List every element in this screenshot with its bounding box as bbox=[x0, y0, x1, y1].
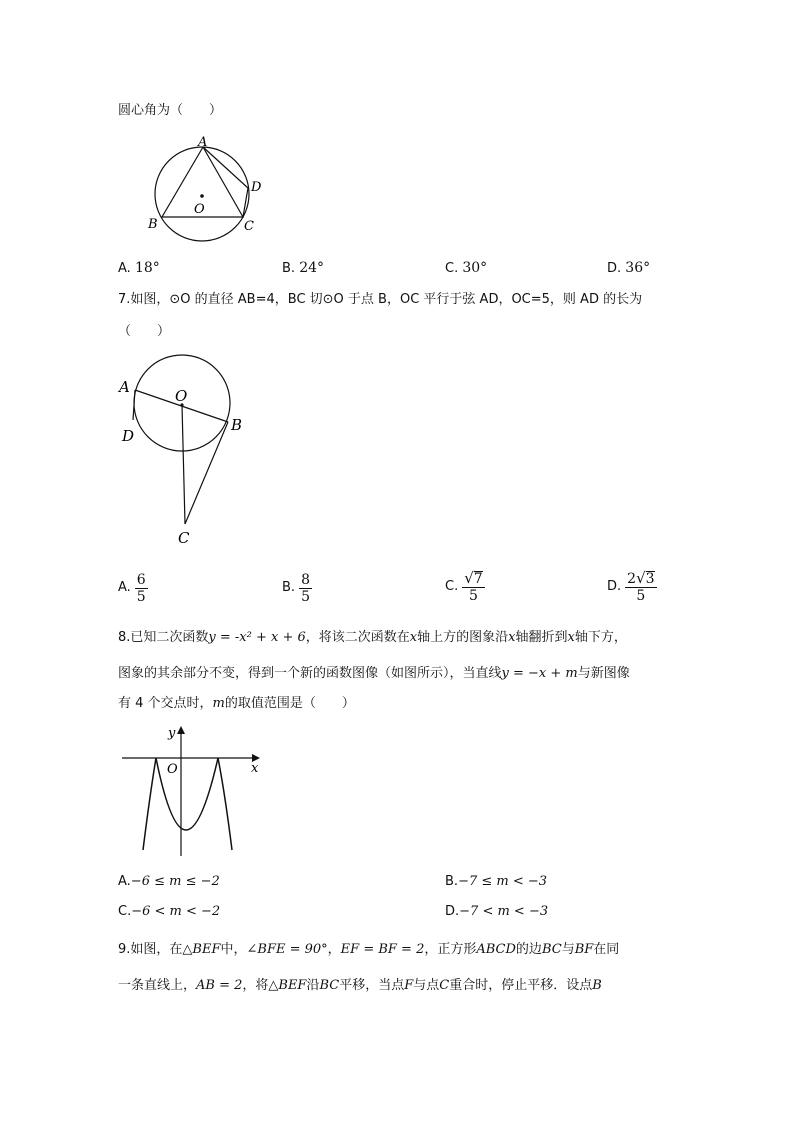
q8-curve-left-arm bbox=[143, 758, 156, 850]
q6-label-a: A bbox=[198, 135, 208, 150]
q7-option-b[interactable]: B. $\frac{8}{5}$ bbox=[282, 571, 310, 605]
q6-option-a[interactable]: A. 18° bbox=[118, 260, 160, 276]
q8-label-x: x bbox=[251, 761, 259, 776]
q6-center-dot bbox=[200, 194, 204, 198]
q6-label-b: B bbox=[148, 217, 158, 232]
q7-tangent-bc bbox=[185, 422, 228, 524]
q7-label-b: B bbox=[231, 416, 243, 434]
q8-curve-folded-part bbox=[156, 758, 218, 830]
q6-option-b[interactable]: B. 24° bbox=[282, 260, 325, 276]
q8-stem-line3: 有 4 个交点时，m的取值范围是（ ） bbox=[118, 696, 355, 711]
q8-option-a[interactable]: A.−6 ≤ m ≤ −2 bbox=[118, 874, 220, 889]
q7-figure bbox=[115, 348, 255, 553]
q7-option-a[interactable]: A. $\frac{6}{5}$ bbox=[118, 571, 146, 605]
q8-option-b[interactable]: B.−7 ≤ m < −3 bbox=[445, 874, 548, 889]
q8-option-c[interactable]: C.−6 < m < −2 bbox=[118, 904, 221, 919]
q7-label-a: A bbox=[119, 378, 130, 396]
q6-option-d[interactable]: D. 36° bbox=[607, 260, 651, 276]
q6-lines-ad-dc bbox=[203, 147, 248, 217]
q6-stem-tail: 圆心角为（ ） bbox=[118, 103, 223, 118]
q8-figure bbox=[118, 722, 268, 862]
q7-option-d[interactable]: D. 2 √ 3 5 bbox=[607, 568, 655, 604]
q9-stem-line1: 9.如图，在△BEF中，∠BFE = 90°，EF = BF = 2，正方形ABCD的边BC与BF在同 bbox=[118, 942, 620, 957]
q6-label-o: O bbox=[194, 202, 205, 217]
q8-option-d[interactable]: D.−7 < m < −3 bbox=[445, 904, 549, 919]
q7-label-c: C bbox=[178, 529, 190, 547]
q6-circle bbox=[155, 147, 249, 241]
q8-curve-right-arm bbox=[218, 758, 232, 850]
q9-stem-line2: 一条直线上，AB = 2，将△BEF沿BC平移，当点F与点C重合时，停止平移．设点B bbox=[118, 978, 602, 993]
q7-stem-line1: 7.如图，⊙O 的直径 AB=4，BC 切⊙O 于点 B，OC 平行于弦 AD，OC=5，则 AD 的长为 bbox=[118, 292, 643, 307]
q6-figure bbox=[140, 132, 270, 252]
q7-stem-line2: （ ） bbox=[118, 324, 171, 339]
q7-label-o: O bbox=[175, 387, 188, 405]
q8-label-o: O bbox=[167, 762, 178, 777]
q7-segment-oc bbox=[182, 405, 185, 524]
q8-stem-line2: 图象的其余部分不变，得到一个新的函数图像（如图所示），当直线y = −x + m与新图像 bbox=[118, 666, 630, 681]
q7-option-c[interactable]: C. √ 7 5 bbox=[445, 568, 483, 604]
q8-label-y: y bbox=[168, 726, 176, 741]
q6-option-c[interactable]: C. 30° bbox=[445, 260, 488, 276]
q7-label-d: D bbox=[122, 427, 135, 445]
q8-y-axis-arrow bbox=[177, 726, 185, 734]
q8-stem-line1: 8.已知二次函数y = -x² + x + 6，将该二次函数在x轴上方的图象沿x轴翻折到x轴下方， bbox=[118, 630, 627, 645]
q6-label-d: D bbox=[251, 180, 262, 195]
q7-chord-ad bbox=[133, 390, 135, 420]
q6-label-c: C bbox=[244, 219, 254, 234]
